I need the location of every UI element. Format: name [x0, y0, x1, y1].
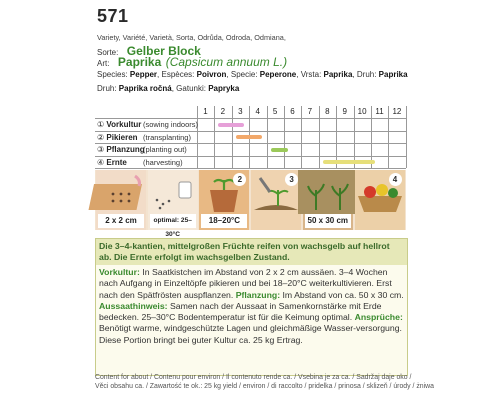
step-hint: (harvesting) — [143, 157, 183, 167]
product-code: 571 — [97, 6, 129, 26]
schedule-col-line — [371, 106, 372, 168]
schedule-bar — [218, 123, 244, 127]
species-translation-value: Paprika — [378, 70, 408, 79]
species-translation-value: Pepper — [129, 70, 158, 79]
section-heading: Pflanzung: — [235, 289, 281, 300]
species-translations — [97, 70, 408, 79]
schedule-col-line — [284, 106, 285, 168]
druh-translation-value: Papryka — [208, 84, 240, 93]
schedule-col-line — [336, 106, 337, 168]
pictogram-caption: optimal: 25–30°C — [150, 214, 196, 228]
pictogram — [251, 170, 301, 230]
instructions-box — [95, 238, 408, 376]
month-label: 9 — [342, 107, 347, 116]
druh-translation-value: Paprika ročná — [118, 84, 172, 93]
species-translation-label: Specie: — [230, 70, 260, 79]
species-translation-label: Species: — [97, 70, 130, 79]
step-name: Pflanzung — [106, 145, 145, 154]
yield-footer — [95, 374, 434, 392]
species-translation-label: Druh: — [356, 70, 379, 79]
section-text: Benötigt warme, windgeschützte Lagen und gleichmäßige Wasser-versorgung. Diese Portion bringt bei guter Kultur ca. 25 kg Ertrag. — [99, 323, 402, 345]
section-heading: Vorkultur: — [99, 267, 140, 277]
sorte-label: Sorte: — [97, 48, 119, 57]
month-label: 3 — [238, 107, 243, 116]
schedule-step-label — [97, 133, 138, 142]
schedule-col-line — [232, 106, 233, 168]
month-label: 1 — [203, 107, 208, 116]
druh-translation-label: Gatunki: — [176, 84, 209, 93]
schedule-col-line — [301, 106, 302, 168]
schedule-row-line — [95, 143, 406, 144]
pictogram — [199, 170, 249, 230]
pictogram-caption: 2 x 2 cm — [98, 214, 144, 228]
species-translation-sep: , — [352, 70, 357, 79]
species-translation-sep: , — [157, 70, 162, 79]
species-translations-2 — [97, 84, 239, 93]
step-hint: (transplanting) — [143, 132, 191, 142]
schedule-row-line — [95, 131, 406, 132]
month-label: 2 — [220, 107, 226, 116]
schedule-row-line — [95, 118, 406, 119]
schedule-col-line — [319, 106, 320, 168]
variety-name: Gelber Block — [126, 44, 201, 58]
section-text: Im Abstand von ca. 50 x 30 cm. — [280, 289, 404, 300]
schedule-bar — [236, 135, 262, 139]
schedule-row-line — [95, 156, 406, 157]
section-heading: Aussaathinweis: — [99, 300, 168, 311]
month-label: 10 — [357, 107, 367, 116]
sowing-schedule — [95, 106, 406, 170]
art-label: Art: — [97, 59, 110, 68]
species-title-row — [97, 53, 287, 71]
month-label: 7 — [307, 107, 313, 116]
species-translation-label: Vrsta: — [300, 70, 324, 79]
pictogram-caption: 50 x 30 cm — [305, 214, 351, 228]
pictogram-caption: 18–20°C — [201, 214, 247, 228]
month-label: 12 — [392, 107, 402, 116]
schedule-col-line — [214, 106, 215, 168]
species-translation-value: Peperone — [259, 70, 297, 79]
month-label: 5 — [272, 107, 278, 116]
schedule-bar — [323, 160, 375, 164]
species-name: Paprika — [117, 55, 162, 69]
schedule-step-label — [97, 120, 141, 129]
step-name: Pikieren — [106, 132, 138, 142]
intro-text: Die 3–4-kantien, mittelgroßen Früchte reifen von wachsgelb auf hellrot ab. Die Ernte erfolgt im wachsgelben Zustand. — [96, 239, 407, 265]
footer-line-1: Content for about / Contenu pour environ / Il contenuto rende ca. / Vsebina je za ca. / Sadržaj daje oko / — [95, 374, 412, 381]
section-text: In Saatkistchen im Abstand von 2 x 2 cm aussäen. 3–4 Wochen nach Aufgang in Einzeltöpfe pikieren und bei 18–20°C weiterkultivieren. Erst nach den Spätfrösten auspflanzen. — [99, 267, 392, 300]
step-badge: 4 — [389, 173, 402, 186]
step-number: ② — [97, 132, 107, 142]
step-hint: (planting out) — [143, 145, 187, 154]
step-number: ④ — [97, 157, 107, 167]
section-text: Samen nach der Aussaat in Samenkornstärke mit Erde bedecken. 25–30°C Bodentemperatur ist für die Keimung optimal. — [99, 300, 382, 323]
variety-languages: Variety, Variété, Varietà, Sorta, Odrůda, Odroda, Odmiana, — [97, 33, 286, 42]
druh-translation-label: Druh: — [97, 84, 119, 93]
druh-translation-sep: , — [171, 84, 177, 93]
step-name: Vorkultur — [106, 120, 142, 129]
pictogram — [96, 170, 146, 230]
schedule-col-line — [354, 106, 355, 168]
step-number: ① — [97, 120, 107, 129]
schedule-step-label — [97, 158, 127, 167]
schedule-col-line — [406, 106, 407, 168]
instructions-body — [99, 267, 404, 346]
step-name: Ernte — [106, 157, 127, 167]
pictogram-strip — [95, 170, 406, 238]
month-label: 11 — [375, 107, 384, 116]
step-badge: 2 — [233, 173, 246, 186]
schedule-row-line — [95, 168, 406, 169]
month-label: 6 — [290, 107, 295, 116]
step-badge: 3 — [285, 173, 298, 186]
pictogram — [355, 170, 405, 230]
month-label: 8 — [325, 107, 330, 116]
month-label: 4 — [255, 107, 260, 116]
pictogram — [148, 170, 198, 238]
schedule-col-line — [197, 106, 198, 168]
species-translation-sep: , — [296, 70, 301, 79]
step-number: ③ — [97, 145, 107, 154]
schedule-bar — [271, 148, 288, 152]
species-translation-value: Poivron — [196, 70, 227, 79]
species-translation-sep: , — [226, 70, 231, 79]
pictogram — [303, 170, 353, 230]
section-heading: Ansprüche: — [354, 312, 403, 323]
schedule-col-line — [267, 106, 268, 168]
schedule-col-line — [388, 106, 389, 168]
schedule-step-label — [97, 145, 145, 154]
step-hint: (sowing indoors) — [143, 120, 199, 129]
species-translation-value: Paprika — [323, 70, 353, 79]
footer-line-2: Věci obsahu ca. / Zawartość te ok.: 25 kg yield / environ / di raccolto / pridelka / prinosa / sklizeň / úrody / żniwa — [95, 382, 434, 390]
species-translation-label: Espèces: — [161, 70, 197, 79]
species-latin: (Capsicum annuum L.) — [165, 55, 288, 69]
